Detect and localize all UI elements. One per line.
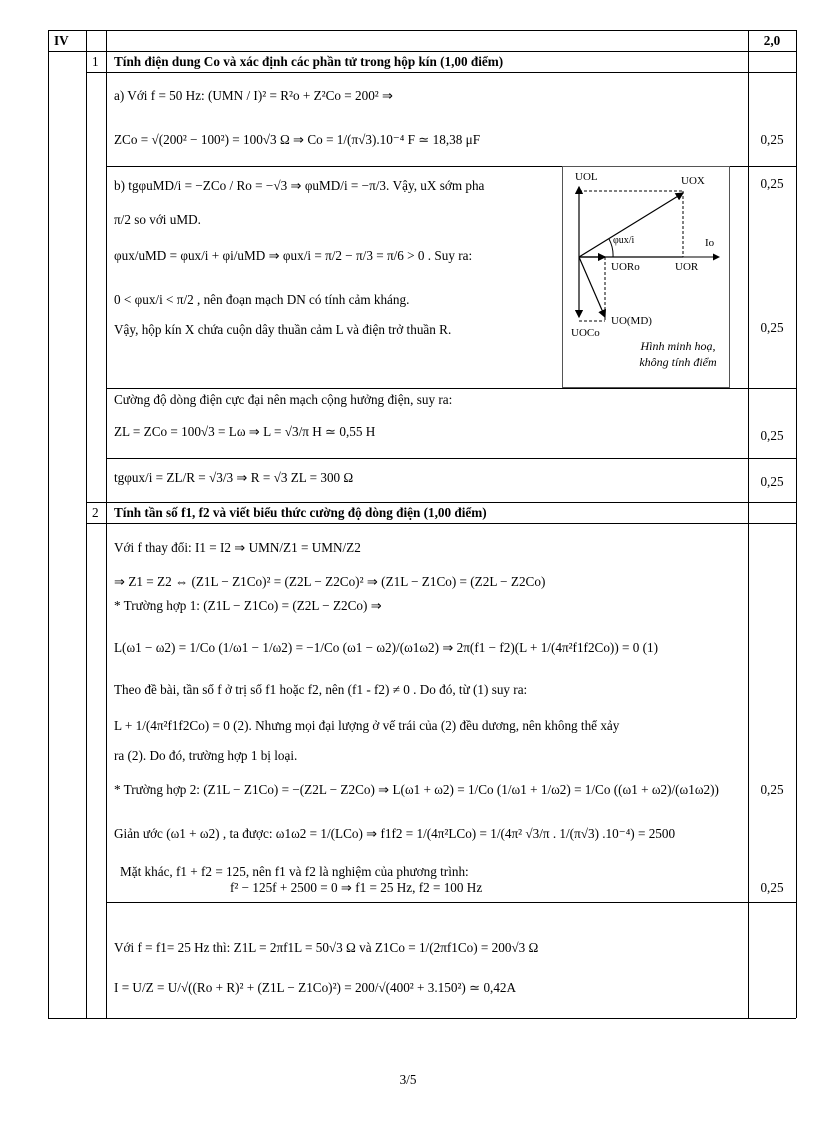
part1-a-score: 0,25 xyxy=(760,132,784,147)
table-col-rule xyxy=(106,30,107,1018)
part1-c-line1: Cường độ dòng điện cực đại nên mạch cộng hưởng điện, suy ra: xyxy=(114,392,453,407)
diagram-caption-line1: Hình minh hoạ, xyxy=(640,339,716,353)
label-u-or0: UORo xyxy=(611,261,640,273)
part1-b-line: Vậy, hộp kín X chứa cuộn dây thuần cảm L và điện trở thuần R. xyxy=(114,322,452,337)
part1-c-score: 0,25 xyxy=(760,428,784,443)
table-rule xyxy=(48,51,796,52)
part2-last-line: Với f = f1= 25 Hz thì: Z1L = 2πf1L = 50√3 Ω và Z1Co = 1/(2πf1Co) = 200√3 Ω xyxy=(114,940,539,955)
part2-line: Theo đề bài, tần số f ở trị số f1 hoặc f2, nên (f1 - f2) ≠ 0 . Do đó, từ (1) suy ra: xyxy=(114,682,528,697)
label-u-omd: UO(MD) xyxy=(611,315,652,327)
part2-line: * Trường hợp 1: (Z1L − Z1Co) = (Z2L − Z2Co) ⇒ xyxy=(114,598,382,613)
part1-a-line1: a) Với f = 50 Hz: (UMN / I)² = R²o + Z²Co = 200² ⇒ xyxy=(114,88,394,103)
label-u-ox: UOX xyxy=(681,175,705,187)
part1-b-line: φux/uMD = φux/i + φi/uMD ⇒ φux/i = π/2 − π/3 = π/6 > 0 . Suy ra: xyxy=(114,248,473,263)
u-omd-arrow xyxy=(579,257,605,317)
part2-score-a: 0,25 xyxy=(760,782,784,797)
part2-title: Tính tần số f1, f2 và viết biểu thức cường độ dòng điện (1,00 điểm) xyxy=(114,505,487,520)
table-rule xyxy=(86,502,796,503)
page-number: 3/5 xyxy=(399,1072,417,1087)
part1-c-line2: ZL = ZCo = 100√3 = Lω ⇒ L = √3/π H ≃ 0,55 H xyxy=(114,424,376,439)
part1-b-score-top: 0,25 xyxy=(760,176,784,191)
label-phi: φux/i xyxy=(613,235,635,246)
label-u-oc0: UOCo xyxy=(571,327,600,339)
part2-line: ra (2). Do đó, trường hợp 1 bị loại. xyxy=(114,748,298,763)
part2-line: f² − 125f + 2500 = 0 ⇒ f1 = 25 Hz, f2 = 100 Hz xyxy=(230,880,483,895)
part1-b-score: 0,25 xyxy=(760,320,784,335)
part2-score-b: 0,25 xyxy=(760,880,784,895)
table-rule xyxy=(106,458,796,459)
part1-title: Tính điện dung Co và xác định các phần tử trong hộp kín (1,00 điểm) xyxy=(114,54,504,69)
part1-b-line: 0 < φux/i < π/2 , nên đoạn mạch DN có tính cảm kháng. xyxy=(114,292,410,307)
label-u-or: UOR xyxy=(675,261,699,273)
part2-line: Với f thay đổi: I1 = I2 ⇒ UMN/Z1 = UMN/Z2 xyxy=(114,540,361,555)
table-border-left xyxy=(48,30,49,1018)
table-rule xyxy=(106,902,796,903)
table-col-rule xyxy=(86,30,87,1018)
label-io: Io xyxy=(705,237,715,249)
part1-b-line: π/2 so với uMD. xyxy=(114,212,201,227)
phasor-diagram-svg xyxy=(563,167,729,387)
section-total-score: 2,0 xyxy=(763,33,781,48)
table-rule xyxy=(106,388,796,389)
u-ox-arrow xyxy=(579,193,683,257)
table-rule xyxy=(86,72,796,73)
part1-b-line: b) tgφuMD/i = −ZCo / Ro = −√3 ⇒ φuMD/i = −π/3. Vậy, uX sớm pha xyxy=(114,178,485,193)
part1-d-line: tgφux/i = ZL/R = √3/3 ⇒ R = √3 ZL = 300 Ω xyxy=(114,470,354,485)
part1-a-line2: ZCo = √(200² − 100²) = 100√3 Ω ⇒ Co = 1/(π√3).10⁻⁴ F ≃ 18,38 μF xyxy=(114,132,481,147)
part1-number: 1 xyxy=(92,54,99,69)
table-border-bottom xyxy=(48,1018,796,1019)
part2-line: * Trường hợp 2: (Z1L − Z1Co) = −(Z2L − Z2Co) ⇒ L(ω1 + ω2) = 1/Co (1/ω1 + 1/ω2) = 1/Co ((ω1 + ω2)/(ω1ω2)) xyxy=(114,782,719,797)
part2-line: L(ω1 − ω2) = 1/Co (1/ω1 − 1/ω2) = −1/Co (ω1 − ω2)/(ω1ω2) ⇒ 2π(f1 − f2)(L + 1/(4π²f1f2Co)) = 0 (1) xyxy=(114,640,659,655)
part2-line: ⇒ Z1 = Z2 ⇔ (Z1L − Z1Co)² = (Z2L − Z2Co)² ⇒ (Z1L − Z1Co) = (Z2L − Z2Co) xyxy=(114,574,546,589)
part2-last-line: I = U/Z = U/√((Ro + R)² + (Z1L − Z1Co)²) = 200/√(400² + 3.150²) ≃ 0,42A xyxy=(114,980,517,995)
part2-line: Giản ước (ω1 + ω2) , ta được: ω1ω2 = 1/(LCo) ⇒ f1f2 = 1/(4π²LCo) = 1/(4π² √3/π . 1/(π√3) .10⁻⁴) = 2500 xyxy=(114,826,676,841)
table-border-top xyxy=(48,30,796,31)
diagram-caption-line2: không tính điểm xyxy=(639,355,717,369)
part2-line: L + 1/(4π²f1f2Co) = 0 (2). Nhưng mọi đại lượng ở vế trái của (2) đều dương, nên không thể xảy xyxy=(114,718,620,733)
table-rule xyxy=(86,523,796,524)
table-border-right xyxy=(796,30,797,1018)
part2-line: Mặt khác, f1 + f2 = 125, nên f1 và f2 là nghiệm của phương trình: xyxy=(120,864,469,879)
phasor-diagram xyxy=(562,166,730,388)
section-number: IV xyxy=(54,33,69,48)
part1-d-score: 0,25 xyxy=(760,474,784,489)
part2-number: 2 xyxy=(92,505,99,520)
label-u-ol: UOL xyxy=(575,171,598,183)
